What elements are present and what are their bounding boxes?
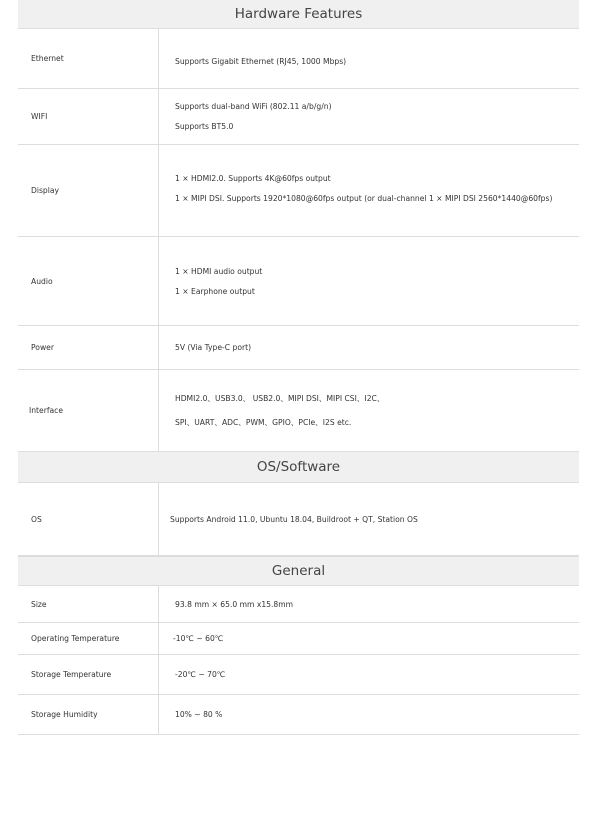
spec-value [159, 237, 579, 325]
spec-value [159, 586, 579, 622]
spec-value [159, 655, 579, 694]
spec-value-line: Supports Android 11.0, Ubuntu 18.04, Buildroot + QT, Station OS [170, 514, 418, 524]
spec-label: Size [18, 586, 159, 622]
spec-value-line: 1 × HDMI2.0. Supports 4K@60fps output [175, 174, 331, 183]
section-title: General [271, 563, 326, 579]
spec-row-power [18, 326, 579, 370]
spec-row-size [18, 586, 579, 623]
section-header-general [18, 556, 579, 586]
spec-label: Interface [18, 370, 159, 451]
spec-label: Storage Temperature [18, 655, 159, 694]
spec-row-ethernet [18, 29, 579, 89]
spec-row-audio [18, 237, 579, 326]
spec-row-storage-humidity [18, 695, 579, 735]
spec-value [159, 89, 579, 144]
spec-value-line: Supports BT5.0 [175, 122, 234, 131]
spec-value-line: 1 × HDMI audio output [175, 266, 263, 276]
spec-value [159, 370, 579, 451]
spec-row-os [18, 483, 579, 556]
spec-label: Display [18, 145, 159, 236]
spec-value-line: 93.8 mm × 65.0 mm x15.8mm [175, 599, 294, 609]
spec-value [159, 145, 579, 236]
spec-value [159, 483, 579, 555]
spec-value-line: Supports Gigabit Ethernet (RJ45, 1000 Mbps) [175, 57, 347, 66]
spec-label: Storage Humidity [18, 695, 159, 734]
section-title: OS/Software [256, 459, 341, 475]
spec-value [159, 623, 579, 654]
section-header-hardware [18, 0, 579, 29]
spec-label: Audio [18, 237, 159, 325]
spec-label: Ethernet [18, 29, 159, 88]
section-title: Hardware Features [234, 6, 363, 22]
spec-row-interface [18, 370, 579, 452]
spec-value-line: 5V (Via Type-C port) [175, 343, 252, 352]
spec-value-line: 1 × MIPI DSI. Supports 1920*1080@60fps output (or dual-channel 1 × MIPI DSI 2560*1440@60fps) [175, 194, 553, 203]
spec-value-line: 1 × Earphone output [175, 286, 255, 296]
spec-label: Power [18, 326, 159, 369]
spec-value-line: 10% ~ 80 % [175, 710, 223, 719]
spec-value-line: HDMI2.0、USB3.0、 USB2.0、MIPI DSI、MIPI CSI、I2C、 [175, 394, 385, 403]
spec-value [159, 326, 579, 369]
spec-label: Operating Temperature [18, 623, 159, 654]
spec-row-display [18, 145, 579, 237]
spec-value-line: SPI、UART、ADC、PWM、GPIO、PCIe、I2S etc. [175, 418, 352, 427]
spec-row-operating-temperature [18, 623, 579, 655]
spec-row-storage-temperature [18, 655, 579, 695]
spec-row-wifi [18, 89, 579, 145]
spec-value [159, 29, 579, 88]
spec-label: WIFI [18, 89, 159, 144]
spec-value-line: Supports dual-band WiFi (802.11 a/b/g/n) [175, 102, 332, 111]
section-header-os [18, 452, 579, 483]
spec-table [18, 0, 579, 735]
spec-value-line: -20℃ ~ 70℃ [175, 670, 226, 679]
spec-value-line: -10℃ ~ 60℃ [173, 634, 224, 643]
spec-value [159, 695, 579, 734]
spec-label: OS [18, 483, 159, 555]
